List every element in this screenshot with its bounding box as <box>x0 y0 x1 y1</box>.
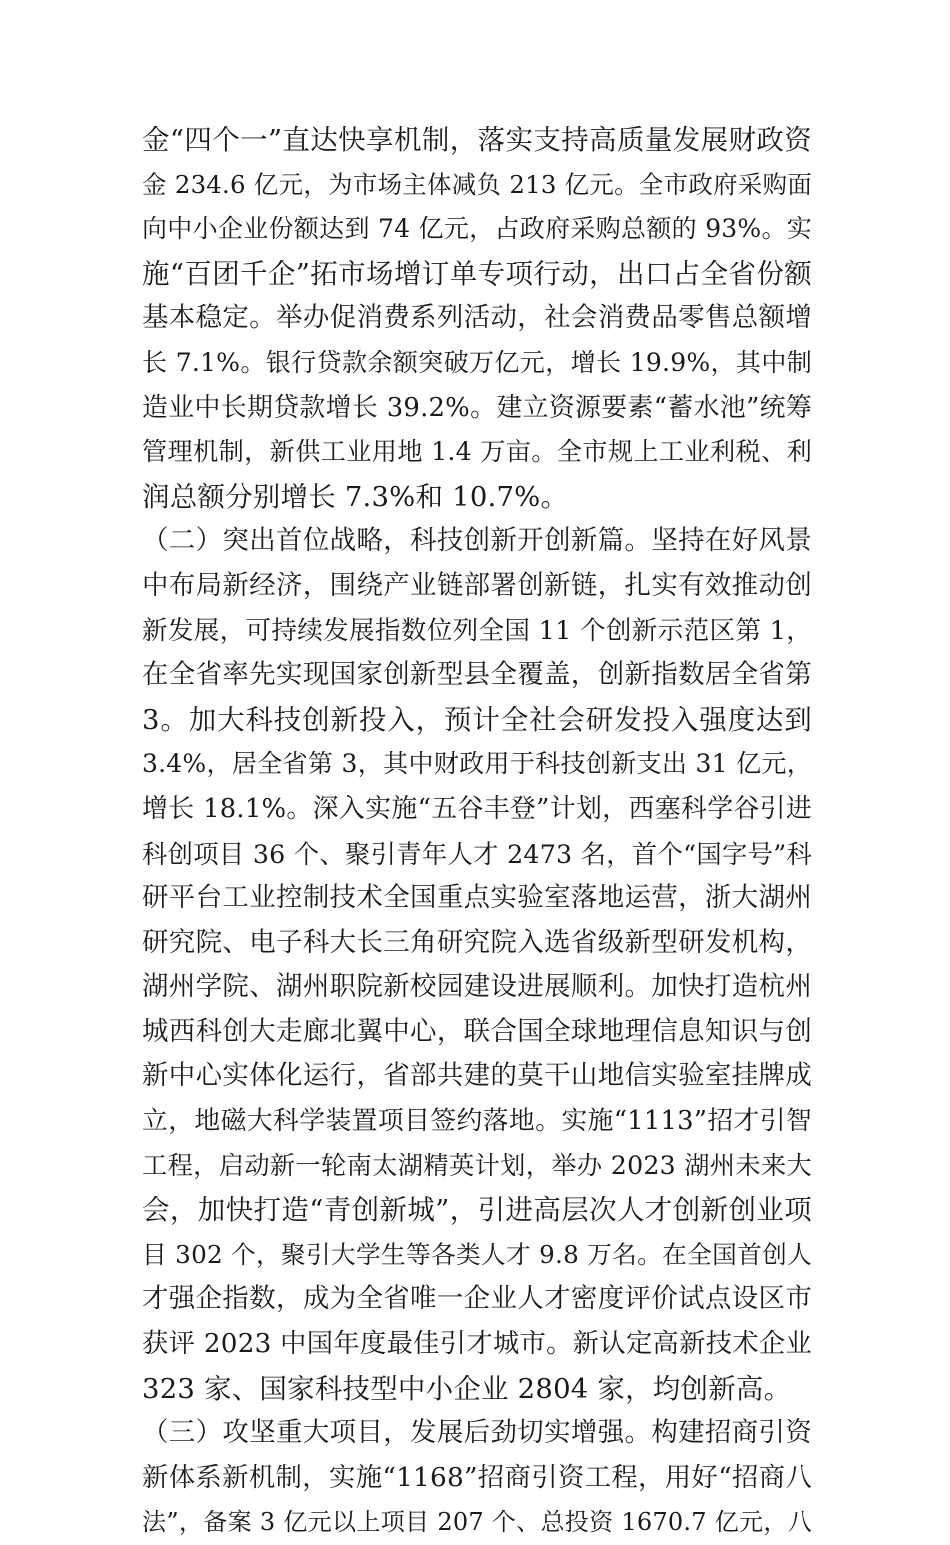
text-line: 科创项目 36 个、聚引青年人才 2473 名，首个“国字号”科 <box>142 838 812 869</box>
text-line: 在全省率先实现国家创新型县全覆盖，创新指数居全省第 <box>142 659 812 691</box>
text-line: 润总额分别增长 7.3%和 10.7%。 <box>142 480 569 513</box>
text-line: 新发展，可持续发展指数位列全国 11 个创新示范区第 1， <box>142 615 812 646</box>
text-line: 施“百团千企”拓市场增订单专项行动，出口占全省份额 <box>142 257 812 290</box>
text-line: 法”，备案 3 亿元以上项目 207 个、总投资 1670.7 亿元，八 <box>142 1508 812 1537</box>
text-line: 长 7.1%。银行贷款余额突破万亿元，增长 19.9%，其中制 <box>142 347 812 377</box>
text-line: 会，加快打造“青创新城”，引进高层次人才创新创业项 <box>142 1194 812 1227</box>
text-line: 湖州学院、湖州职院新校园建设进展顺利。加快打造杭州 <box>142 971 812 1003</box>
text-line: 增长 18.1%。深入实施“五谷丰登”计划，西塞科学谷引进 <box>142 793 812 824</box>
text-line: 向中小企业份额达到 74 亿元，占政府采购总额的 93%。实 <box>142 214 812 244</box>
text-line: 工程，启动新一轮南太湖精英计划，举办 2023 湖州未来大 <box>142 1150 812 1180</box>
text-line: 323 家、国家科技型中小企业 2804 家，均创新高。 <box>142 1372 792 1405</box>
text-line: （三）攻坚重大项目，发展后劲切实增强。构建招商引资 <box>142 1417 812 1449</box>
text-line: 金“四个一”直达快享机制，落实支持高质量发展财政资 <box>142 124 812 156</box>
text-line: 获评 2023 中国年度最佳引才城市。新认定高新技术企业 <box>142 1329 812 1360</box>
text-line: 新中心实体化运行，省部共建的莫干山地信实验室挂牌成 <box>142 1060 812 1092</box>
text-line: 目 302 个，聚引大学生等各类人才 9.8 万名。在全国首创人 <box>142 1239 812 1269</box>
text-line: 造业中长期贷款增长 39.2%。建立资源要素“蓄水池”统筹 <box>142 392 812 423</box>
text-line: 3.4%，居全省第 3，其中财政用于科技创新支出 31 亿元， <box>142 749 812 779</box>
body-text <box>142 118 812 1545</box>
text-line: 立，地磁大科学装置项目签约落地。实施“1113”招才引智 <box>142 1106 812 1137</box>
text-line: 基本稳定。举办促消费系列活动，社会消费品零售总额增 <box>142 302 812 334</box>
text-line: （二）突出首位战略，科技创新开创新篇。坚持在好风景 <box>142 525 812 557</box>
text-line: 金 234.6 亿元，为市场主体减负 213 亿元。全市政府采购面 <box>142 169 812 199</box>
text-line: 中布局新经济，围绕产业链部署创新链，扎实有效推动创 <box>142 569 812 601</box>
text-line: 管理机制，新供工业用地 1.4 万亩。全市规上工业利税、利 <box>142 437 812 467</box>
text-line: 研究院、电子科大长三角研究院入选省级新型研发机构， <box>142 926 812 958</box>
text-line: 研平台工业控制技术全国重点实验室落地运营，浙大湖州 <box>142 882 812 914</box>
text-line: 才强企指数，成为全省唯一企业人才密度评价试点设区市 <box>142 1283 812 1315</box>
text-line: 新体系新机制，实施“1168”招商引资工程，用好“招商八 <box>142 1462 812 1493</box>
text-line: 3。加大科技创新投入，预计全社会研发投入强度达到 <box>142 703 812 736</box>
text-line: 城西科创大走廊北翼中心，联合国全球地理信息知识与创 <box>142 1015 812 1047</box>
